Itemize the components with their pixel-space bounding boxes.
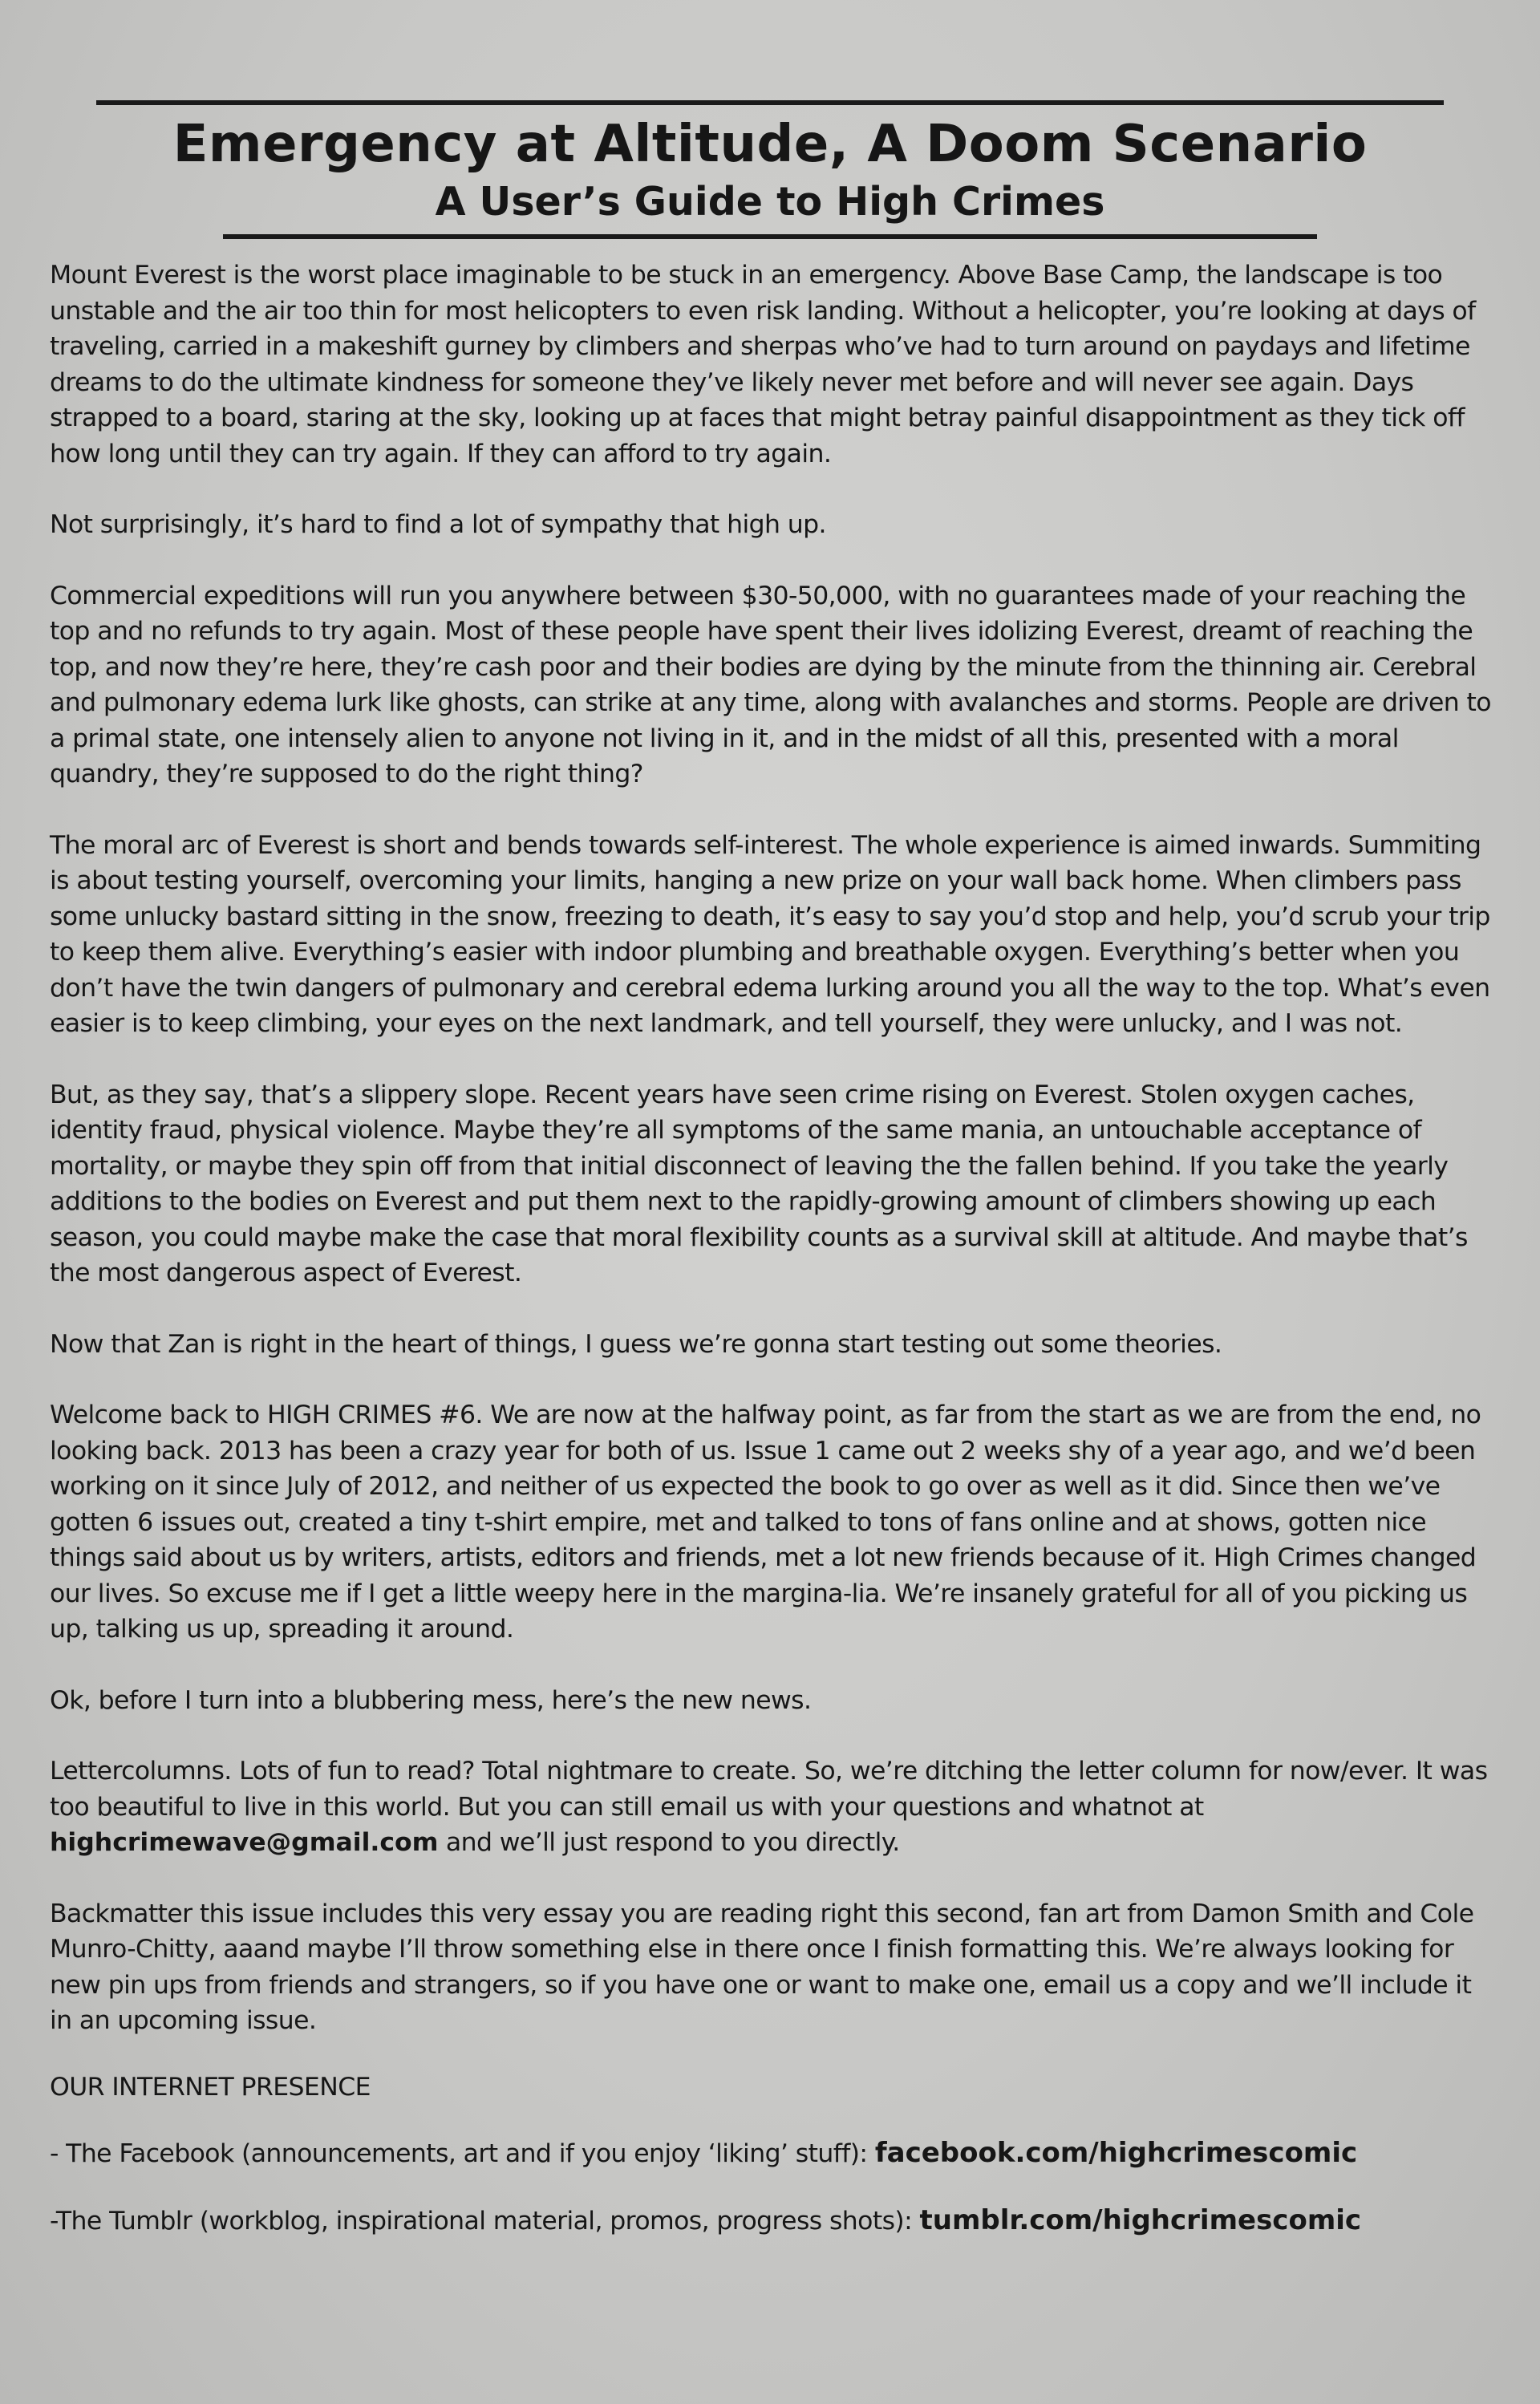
paragraph-backmatter: Backmatter this issue includes this very essay you are reading right this second, fan art from Damon Smith and Cole Munro-Chitty, aaand maybe I’ll throw something else in there once I finish formatting this. We’re always looking for new pin ups from friends and strangers, so if you have one or want to make one, email us a copy and we’ll include it in an upcoming issue. — [50, 1899, 1474, 2035]
facebook-link[interactable]: facebook.com/highcrimescomic — [874, 2137, 1358, 2169]
page-subtitle: A User’s Guide to High Crimes — [435, 179, 1105, 225]
internet-heading: OUR INTERNET PRESENCE — [50, 2072, 371, 2102]
facebook-line — [50, 2135, 1493, 2172]
paragraph-moral-arc: The moral arc of Everest is short and bends towards self-interest. The whole experience is aimed inwards. Summiting is about testing yourself, overcoming your limits, hanging a new prize on your wall back home. When climbers pass some unlucky bastard sitting in the snow, freezing to death, it’s easy to say you’d stop and help, you’d scrub your trip to keep them alive. Everything’s easier with indoor plumbing and breathable oxygen. Everything’s better when you don’t have the twin dangers of pulmonary and cerebral edema lurking around you all the way to the top. What’s even easier is to keep climbing, your eyes on the next landmark, and tell yourself, they were unlucky, and I was not. — [50, 830, 1490, 1038]
bottom-rule — [223, 234, 1317, 239]
email-link[interactable]: highcrimewave@gmail.com — [50, 1828, 439, 1857]
page-title: Emergency at Altitude, A Doom Scenario — [172, 115, 1368, 174]
lettercolumns-text-after: and we’ll just respond to you directly. — [438, 1828, 900, 1857]
paragraph-slippery-slope: But, as they say, that’s a slippery slope. Recent years have seen crime rising on Everest. Stolen oxygen caches, identity fraud, physical violence. Maybe they’re all symptoms of the same mania, an untouchable acceptance of mortality, or maybe they spin off from that initial disconnect of leaving the the fallen behind. If you take the yearly additions to the bodies on Everest and put them next to the rapidly-growing amount of climbers showing up each season, you could maybe make the case that moral flexibility counts as a survival skill at altitude. And maybe that’s the most dangerous aspect of Everest. — [50, 1080, 1468, 1287]
essay-body — [50, 257, 1493, 2239]
lettercolumns-text: Lettercolumns. Lots of fun to read? Total nightmare to create. So, we’re ditching the letter column for now/ever. It was too beautiful to live in this world. But you can still email us with your questions and whatnot at — [50, 1757, 1488, 1822]
facebook-text: - The Facebook (announcements, art and if you enjoy ‘liking’ stuff): — [50, 2139, 875, 2168]
paragraph-lettercolumns — [50, 1753, 1493, 1861]
paragraph-sympathy: Not surprisingly, it’s hard to find a lot of sympathy that high up. — [50, 510, 826, 539]
paragraph-commercial-expeditions: Commercial expeditions will run you anywhere between $30-50,000, with no guarantees made of your reaching the top and no refunds to try again. Most of these people have spent their lives idolizing Everest, dreamt of reaching the top, and now they’re here, they’re cash poor and their bodies are dying by the minute from the thinning air. Cerebral and pulmonary edema lurk like ghosts, can strike at any time, along with avalanches and storms. People are driven to a primal state, one intensely alien to anyone not living in it, and in the midst of all this, presented with a moral quandry, they’re supposed to do the right thing? — [50, 581, 1491, 788]
top-rule — [96, 100, 1444, 105]
paragraph-new-news: Ok, before I turn into a blubbering mess, here’s the new news. — [50, 1685, 812, 1715]
paragraph-everest-emergency: Mount Everest is the worst place imaginable to be stuck in an emergency. Above Base Camp, the landscape is too unstable and the air too thin for most helicopters to even risk landing. Without a helicopter, you’re looking at days of traveling, carried in a makeshift gurney by climbers and sherpas who’ve had to turn around on paydays and lifetime dreams to do the ultimate kindness for someone they’ve likely never met before and will never see again. Days strapped to a board, staring at the sky, looking up at faces that might betray painful disappointment as they tick off how long until they can try again. If they can afford to try again. — [50, 261, 1476, 468]
tumblr-link[interactable]: tumblr.com/highcrimescomic — [919, 2203, 1362, 2236]
tumblr-line — [50, 2203, 1493, 2240]
tumblr-text: -The Tumblr (workblog, inspirational material, promos, progress shots): — [50, 2206, 920, 2236]
paragraph-welcome-back: Welcome back to HIGH CRIMES #6. We are now at the halfway point, as far from the start as we are from the end, no looking back. 2013 has been a crazy year for both of us. Issue 1 came out 2 weeks shy of a year ago, and we’d been working on it since July of 2012, and neither of us expected the book to go over as well as it did. Since then we’ve gotten 6 issues out, created a tiny t-shirt empire, met and talked to tons of fans online and at shows, gotten nice things said about us by writers, artists, editors and friends, met a lot new friends because of it. High Crimes changed our lives. So excuse me if I get a little weepy here in the margina-lia. We’re insanely grateful for all of you picking us up, talking us up, spreading it around. — [50, 1401, 1481, 1644]
paragraph-zan: Now that Zan is right in the heart of things, I guess we’re gonna start testing out some theories. — [50, 1329, 1222, 1359]
